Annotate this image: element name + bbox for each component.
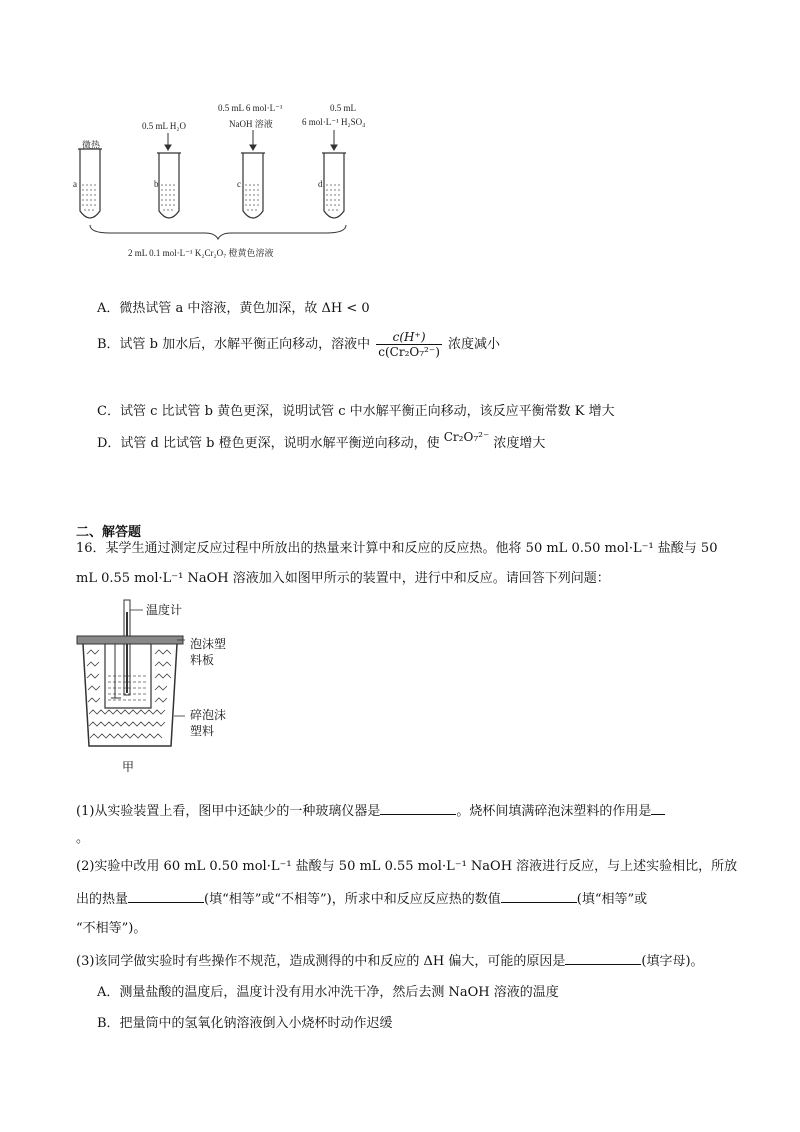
tube-c-top-label-1: 0.5 mL 6 mol·L⁻¹ — [218, 103, 283, 113]
q16-line-1: 16．某学生通过测定反应过程中所放出的热量来计算中和反应的反应热。他将 50 mL 0.50 mol·L⁻¹ 盐酸与 50 — [76, 541, 718, 556]
sub3-option-b: B．把量筒中的氢氧化钠溶液倒入小烧杯时动作迟缓 — [97, 1016, 393, 1031]
sub2-line-2 — [76, 890, 647, 909]
tube-letter-a: a — [73, 179, 77, 189]
sub1-text-a: (1)从实验装置上看，图甲中还缺少的一种玻璃仪器是 — [76, 804, 381, 819]
option-b-fraction — [376, 330, 442, 359]
tube-d-top-label-2: 6 mol·L⁻¹ H₂SO₄ — [302, 117, 366, 127]
foam-label-1: 碎泡沫 — [190, 708, 227, 722]
sub3-text-b: (填字母)。 — [641, 954, 704, 969]
tube-d — [322, 153, 346, 218]
tube-c — [241, 153, 265, 218]
board-label-2: 料板 — [190, 653, 215, 667]
sub1-line — [76, 802, 665, 821]
sub1-end: 。 — [76, 831, 90, 846]
sub2-text-b1: 出的热量 — [76, 892, 129, 907]
board-label-1: 泡沫塑 — [190, 637, 227, 651]
calorimeter-drawing — [75, 598, 185, 753]
sub2-line-1: (2)实验中改用 60 mL 0.50 mol·L⁻¹ 盐酸与 50 mL 0.55 mol·L⁻¹ NaOH 溶液进行反应，与上述实验相比，所放 — [76, 859, 738, 874]
option-b-suffix: 浓度减小 — [448, 337, 501, 352]
tube-caption: 2 mL 0.1 mol·L⁻¹ K₂Cr₂O₇ 橙黄色溶液 — [128, 248, 274, 258]
sub3-text-a: (3)该同学做实验时有些操作不规范，造成测得的中和反应的 ΔH 偏大，可能的原因是 — [76, 954, 566, 969]
option-c: C．试管 c 比试管 b 黄色更深，说明试管 c 中水解平衡正向移动，该反应平衡常数 K 增大 — [97, 404, 615, 419]
sub2-blank-2[interactable] — [501, 890, 577, 903]
sub3-blank[interactable] — [565, 952, 641, 965]
tube-b — [157, 153, 181, 218]
tube-a — [78, 149, 102, 218]
option-d — [97, 432, 545, 451]
sub1-blank-2[interactable] — [651, 802, 665, 815]
sub1-blank-1[interactable] — [380, 802, 456, 815]
sub2-text-b3: (填“相等”或 — [576, 892, 648, 907]
tube-d-top-label-1: 0.5 mL — [330, 103, 356, 113]
fraction-denominator: c(Cr₂O₇²⁻) — [378, 345, 440, 359]
option-d-species: Cr₂O₇²⁻ — [443, 430, 490, 444]
sub3-option-a: A．测量盐酸的温度后，温度计没有用水冲洗干净，然后去测 NaOH 溶液的温度 — [97, 985, 559, 1000]
sub1-text-b: 。烧杯间填满碎泡沫塑料的作用是 — [456, 804, 652, 819]
sub2-text-b2: (填“相等”或“不相等”)，所求中和反应反应热的数值 — [204, 892, 501, 907]
sub2-line-3: “不相等”)。 — [76, 921, 147, 936]
tube-letter-d: d — [318, 179, 323, 189]
option-b — [97, 330, 500, 359]
tube-c-top-label-2: NaOH 溶液 — [229, 119, 273, 129]
option-b-text: B．试管 b 加水后，水解平衡正向移动，溶液中 — [97, 337, 371, 352]
tube-letter-b: b — [154, 179, 159, 189]
q16-line-2: mL 0.55 mol·L⁻¹ NaOH 溶液加入如图甲所示的装置中，进行中和反应。请回答下列问题： — [76, 571, 610, 586]
tube-b-top-label: 0.5 mL H₂O — [142, 121, 187, 131]
fraction-numerator: c(H⁺) — [376, 330, 442, 345]
sub3-line-1 — [76, 952, 704, 971]
option-d-suffix: 浓度增大 — [493, 436, 546, 451]
test-tubes-drawing — [70, 125, 370, 245]
foam-label-2: 塑料 — [190, 724, 215, 738]
figure-caption: 甲 — [122, 760, 135, 774]
foam-board — [77, 636, 183, 644]
section-title: 二、解答题 — [76, 525, 142, 540]
tube-letter-c: c — [237, 179, 241, 189]
brace — [90, 225, 346, 239]
sub2-blank-1[interactable] — [128, 890, 204, 903]
option-d-text: D．试管 d 比试管 b 橙色更深，说明水解平衡逆向移动，使 — [97, 436, 440, 451]
thermometer-label: 温度计 — [146, 603, 183, 617]
option-a: A．微热试管 a 中溶液，黄色加深，故 ΔH < 0 — [97, 301, 370, 316]
heat-label: 微热 — [82, 140, 101, 150]
